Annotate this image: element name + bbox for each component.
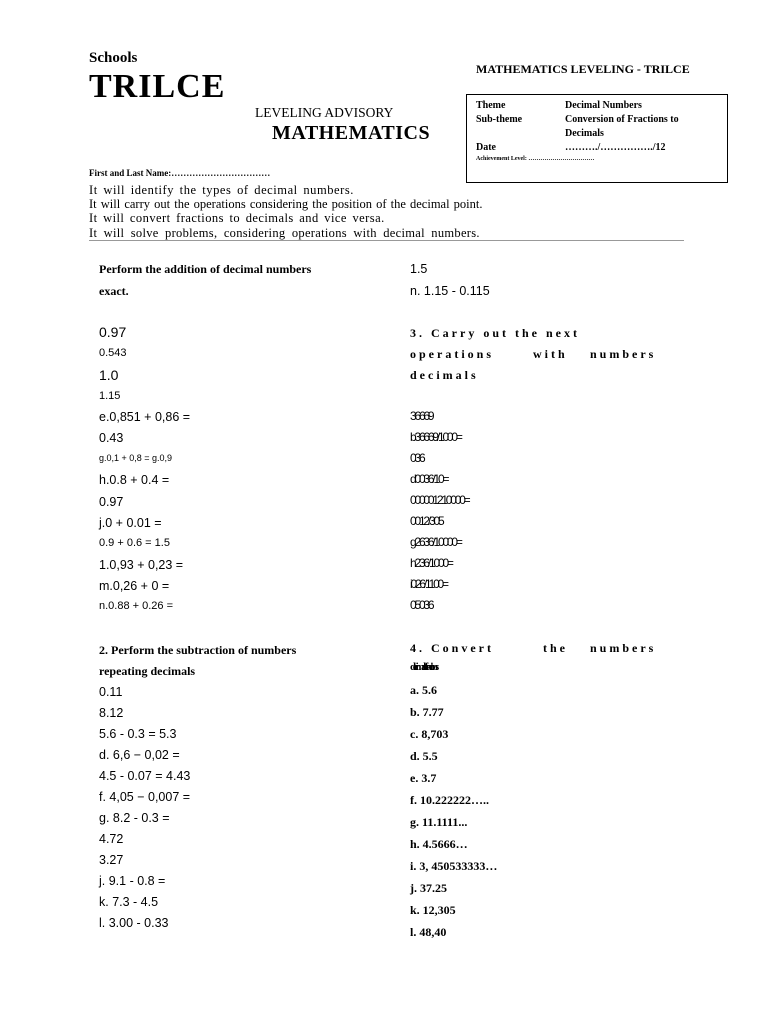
section3-title-line1: 3. Carry out the next <box>410 326 580 340</box>
section4-title-word: the <box>543 641 568 655</box>
convert-item: e. 3.7 <box>410 771 437 785</box>
objective-2: It will carry out the operations considering the position of the decimal point. <box>89 197 483 211</box>
subtheme-label: Sub-theme <box>476 114 523 125</box>
subtraction-item: 5.6 - 0.3 = 5.3 <box>99 727 177 741</box>
section4-title-word: numbers <box>590 641 657 655</box>
objective-1: It will identify the types of decimal numbers. <box>89 183 354 197</box>
operation-item: i026/1100= <box>410 577 447 591</box>
section4-title-word: 4. Convert <box>410 641 494 655</box>
subtraction-item: g. 8.2 - 0.3 = <box>99 811 170 825</box>
continued-item: 1.5 <box>410 262 428 276</box>
addition-item: 1.0,93 + 0,23 = <box>99 558 184 572</box>
objective-3: It will convert fractions to decimals and vice versa. <box>89 211 385 225</box>
operation-item: d0036/10= <box>410 472 448 486</box>
continued-item: n. 1.15 - 0.115 <box>410 284 490 298</box>
addition-item: n.0.88 + 0.26 = <box>99 600 174 612</box>
subtheme-value-line2: Decimals <box>565 128 604 139</box>
convert-item: a. 5.6 <box>410 683 437 697</box>
section1-title-line2: exact. <box>99 284 129 298</box>
section2-title-line2: repeating decimals <box>99 664 196 678</box>
section3-title-line3: decimals <box>410 368 479 382</box>
date-value: ………./……………./12 <box>565 142 666 153</box>
section4-title-line2: decimals to fractions <box>410 661 436 673</box>
theme-value: Decimal Numbers <box>565 100 642 111</box>
addition-item: 0.97 <box>99 324 127 340</box>
subtraction-item: f. 4,05 − 0,007 = <box>99 790 191 804</box>
date-label: Date <box>476 142 496 153</box>
schools-label: Schools <box>89 50 138 66</box>
subtraction-item: l. 3.00 - 0.33 <box>99 916 169 930</box>
operation-item: 000001210000= <box>410 493 469 507</box>
addition-item: m.0,26 + 0 = <box>99 579 170 593</box>
addition-item: g.0,1 + 0,8 = g.0,9 <box>99 453 173 463</box>
achievement-level: Achievement Level: …………………………… <box>476 156 595 162</box>
subtraction-item: d. 6,6 − 0,02 = <box>99 748 180 762</box>
subtraction-item: 3.27 <box>99 853 124 867</box>
operation-item: b36669/1000= <box>410 430 461 444</box>
operation-item: g2636/10000= <box>410 535 461 549</box>
section1-title-line1: Perform the addition of decimal numbers <box>99 262 312 276</box>
theme-label: Theme <box>476 100 506 111</box>
objective-4: It will solve problems, considering operations with decimal numbers. <box>89 226 480 240</box>
subtheme-value-line1: Conversion of Fractions to <box>565 114 679 125</box>
convert-item: b. 7.77 <box>410 705 444 719</box>
subtraction-item: 4.5 - 0.07 = 4.43 <box>99 769 191 783</box>
school-brand: TRILCE <box>89 68 226 105</box>
section2-title-line1: 2. Perform the subtraction of numbers <box>99 643 297 657</box>
operation-item: 0012/305 <box>410 514 443 528</box>
addition-item: 1.0 <box>99 367 119 383</box>
convert-item: h. 4.5666… <box>410 837 468 851</box>
operation-item: h236/1000= <box>410 556 452 570</box>
addition-item: 0.43 <box>99 431 124 445</box>
addition-item: 0.543 <box>99 347 127 359</box>
subtraction-item: 0.11 <box>99 685 123 699</box>
convert-item: f. 10.222222….. <box>410 793 489 807</box>
operation-item: 05036 <box>410 598 433 612</box>
convert-item: c. 8,703 <box>410 727 449 741</box>
convert-item: l. 48,40 <box>410 925 447 939</box>
convert-item: g. 11.1111... <box>410 815 468 829</box>
name-line: First and Last Name:…………………………… <box>89 168 271 178</box>
section3-title-word: with <box>533 347 568 361</box>
subtraction-item: j. 9.1 - 0.8 = <box>99 874 166 888</box>
subject-heading: MATHEMATICS <box>272 122 431 144</box>
convert-item: d. 5.5 <box>410 749 438 763</box>
convert-item: j. 37.25 <box>410 881 447 895</box>
operation-item: 036 <box>410 451 424 465</box>
subtraction-item: 8.12 <box>99 706 124 720</box>
operation-item: 36669 <box>410 409 433 423</box>
document-title: MATHEMATICS LEVELING - TRILCE <box>476 62 690 76</box>
subtraction-item: k. 7.3 - 4.5 <box>99 895 159 909</box>
subtraction-item: 4.72 <box>99 832 124 846</box>
addition-item: 0.97 <box>99 495 124 509</box>
info-box <box>466 94 728 183</box>
divider <box>89 240 684 241</box>
convert-item: k. 12,305 <box>410 903 456 917</box>
addition-item: 0.9 + 0.6 = 1.5 <box>99 537 170 549</box>
addition-item: e.0,851 + 0,86 = <box>99 410 191 424</box>
section3-title-word: operations <box>410 347 494 361</box>
addition-item: j.0 + 0.01 = <box>99 516 162 530</box>
section3-title-word: numbers <box>590 347 657 361</box>
addition-item: h.0.8 + 0.4 = <box>99 473 170 487</box>
advisory-heading: LEVELING ADVISORY <box>255 105 394 120</box>
convert-item: i. 3, 450533333… <box>410 859 498 873</box>
addition-item: 1.15 <box>99 390 121 402</box>
